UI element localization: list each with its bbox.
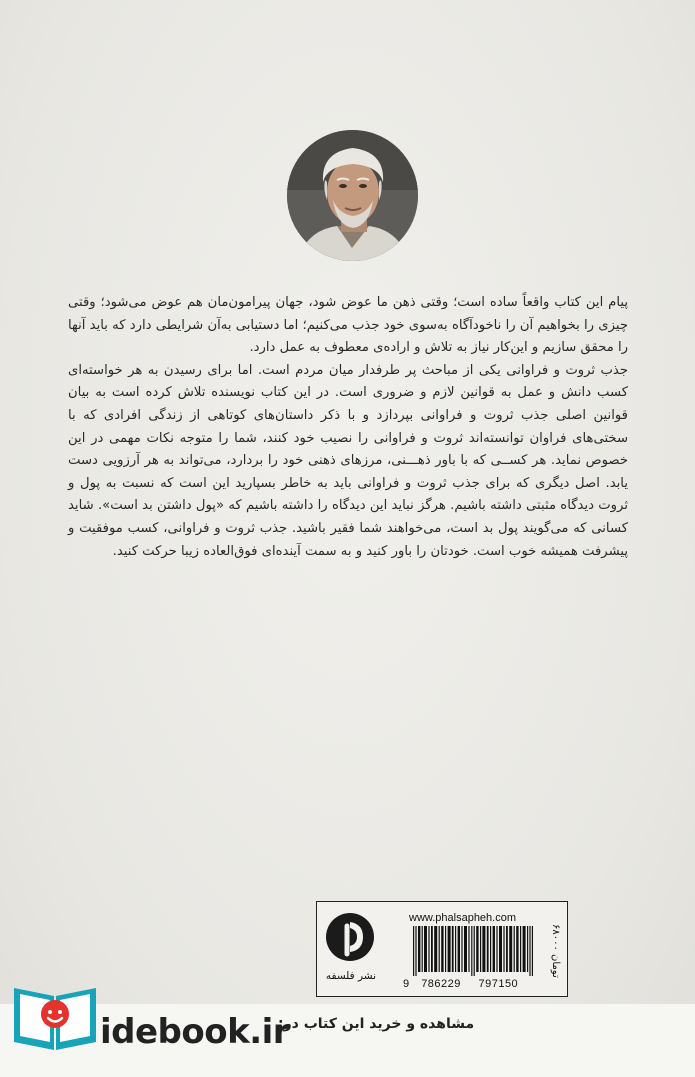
blurb-paragraph-2: جذب ثروت و فراوانی یکی از مباحث پر طرفدار میان مردم است. اما برای رسیدن به هر خواسته‌ای کسب دانش و عمل به قوانین لازم و ضروری است. در این کتاب نویسنده تلاش کرده است به بیان قوانین اصلی جذب ثروت و فراوانی بپردازد و با ذکر داستان‌های کوتاهی از زندگی افرادی که با سختی‌های فراوان توانسته‌اند ثروت و فراوانی را نصیب خود کنند، شما را متوجه نکات مهمی در این خصوص نماید. هر کســی که با باور ذهـــنی، مرزهای ذهنی خود را بردارد، می‌تواند به هر آرزویی دست یابد. اصل دیگری که برای جذب ثروت و فراوانی باید به خاطر بسپارید این است که نسبت به پول و ثروت دیدگاه مثبتی داشته باشیم. هرگز نباید این دیدگاه را داشته باشیم که «پول داشتن بد است». شاید کسانی که می‌گویند پول بد است، می‌خواهند شما فقیر باشید. جذب ثروت و فراوانی، کسب موفقیت و پیشرفت همیشه خوب است. خودتان را باور کنید و به سمت آینده‌ای فوق‌العاده زیبا حرکت کنید. bbox=[68, 362, 628, 559]
store-brand-logo[interactable]: idebook.ir bbox=[100, 1012, 290, 1052]
publisher-name: نشر فلسفه bbox=[325, 970, 377, 982]
price-label: ۶۸۰۰۰ تومان bbox=[550, 924, 561, 978]
barcode-digit-prefix: 9 bbox=[403, 978, 410, 990]
store-cta-text: مشاهده و خرید این کتاب در: bbox=[278, 1016, 475, 1032]
open-book-icon bbox=[10, 976, 100, 1054]
publisher-logo-icon bbox=[323, 910, 377, 964]
barcode-bars bbox=[413, 926, 533, 976]
author-portrait bbox=[287, 130, 418, 261]
blurb-paragraph-1: پیام این کتاب واقعاً ساده است؛ وقتی ذهن ما عوض شود، جهان پیرامون‌مان هم عوض می‌شود؛ وقتی چیزی را بخواهیم آن را ناخودآگاه به‌سوی خود جذب می‌کنیم؛ اما دستیابی به‌آن شرایطی دارد که باید آنها را محقق سازیم و این‌کار نیاز به تلاش و اراده‌ی معطوف به عمل دارد. bbox=[68, 295, 628, 356]
barcode-digits-left: 786229 bbox=[421, 978, 461, 990]
barcode-number bbox=[403, 978, 518, 990]
barcode-digits-right: 797150 bbox=[478, 978, 519, 990]
publisher-website: www.phalsapheh.com bbox=[409, 912, 517, 924]
barcode-panel bbox=[316, 901, 568, 997]
blurb-text bbox=[68, 292, 628, 563]
